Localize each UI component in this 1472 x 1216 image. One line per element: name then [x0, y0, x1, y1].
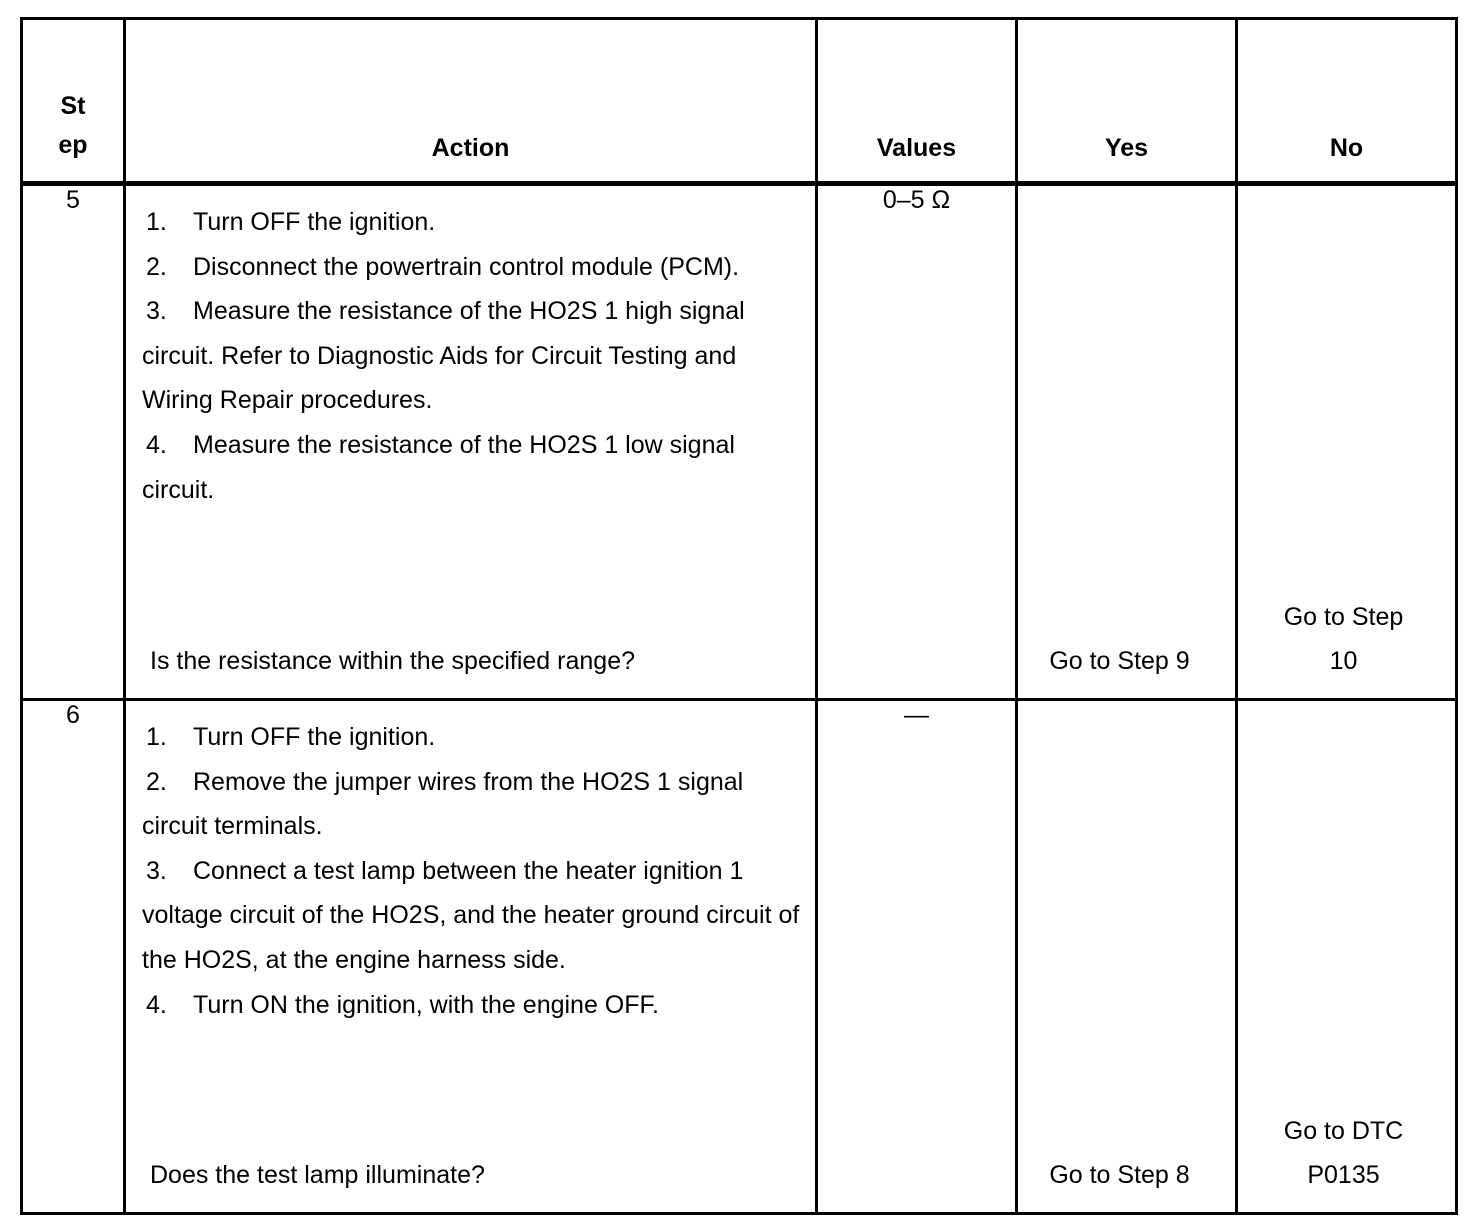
step-number: 6 — [22, 700, 125, 1214]
action-step-number: 3. — [146, 856, 167, 885]
action-step — [142, 289, 801, 423]
action-cell — [125, 184, 817, 700]
no-result — [1238, 595, 1455, 684]
header-step — [22, 19, 125, 184]
action-question: Does the test lamp illuminate? — [150, 1161, 485, 1190]
action-step — [142, 245, 801, 290]
action-steps — [142, 200, 801, 512]
no-result-line1: Go to DTC — [1283, 1116, 1404, 1145]
values-cell: — — [817, 700, 1017, 1214]
action-step — [142, 760, 801, 849]
header-no: No — [1237, 19, 1457, 184]
no-cell — [1237, 700, 1457, 1214]
action-step-number: 4. — [146, 990, 167, 1019]
action-step — [142, 983, 801, 1028]
action-step — [142, 715, 801, 760]
action-step — [142, 423, 801, 512]
table-row — [22, 184, 1457, 700]
table-row — [22, 700, 1457, 1214]
header-step-line2: ep — [58, 131, 88, 159]
action-step-number: 3. — [146, 297, 167, 326]
action-step-text: Turn ON the ignition, with the engine OFF. — [193, 990, 659, 1019]
no-result — [1238, 1109, 1455, 1198]
yes-cell — [1017, 700, 1237, 1214]
header-action: Action — [125, 19, 817, 184]
action-step — [142, 200, 801, 245]
header-step-line1: St — [60, 92, 86, 120]
diagnostic-table — [20, 17, 1458, 1215]
step-number: 5 — [22, 184, 125, 700]
header-values: Values — [817, 19, 1017, 184]
header-row — [22, 19, 1457, 184]
yes-cell — [1017, 184, 1237, 700]
action-step-text: Disconnect the powertrain control module (PCM). — [193, 252, 740, 281]
action-step-number: 2. — [146, 252, 167, 281]
action-step-number: 4. — [146, 430, 167, 459]
yes-result: Go to Step 9 — [1049, 647, 1190, 676]
yes-result: Go to Step 8 — [1049, 1161, 1190, 1190]
no-result-line2: P0135 — [1307, 1161, 1380, 1190]
action-step-text: Turn OFF the ignition. — [193, 208, 436, 236]
action-step-number: 1. — [146, 723, 167, 751]
action-cell — [125, 700, 817, 1214]
action-step-number: 1. — [146, 208, 167, 236]
action-step-text: Turn OFF the ignition. — [193, 723, 436, 751]
no-result-line1: Go to Step — [1283, 602, 1404, 631]
action-question: Is the resistance within the specified range? — [150, 647, 635, 676]
values-cell: 0–5 Ω — [817, 184, 1017, 700]
action-steps — [142, 715, 801, 1027]
action-step-text: Connect a test lamp between the heater ignition 1 voltage circuit of the HO2S, and the heater ground circuit of the HO2S, at the engine harness side. — [142, 856, 800, 974]
no-result-line2: 10 — [1329, 647, 1358, 676]
action-step-text: Remove the jumper wires from the HO2S 1 signal circuit terminals. — [142, 767, 744, 841]
action-step — [142, 849, 801, 983]
header-yes: Yes — [1017, 19, 1237, 184]
no-cell — [1237, 184, 1457, 700]
action-step-number: 2. — [146, 767, 167, 796]
action-step-text: Measure the resistance of the HO2S 1 high signal circuit. Refer to Diagnostic Aids for Circuit Testing and Wiring Repair procedures. — [142, 297, 745, 415]
action-step-text: Measure the resistance of the HO2S 1 low signal circuit. — [142, 430, 735, 504]
